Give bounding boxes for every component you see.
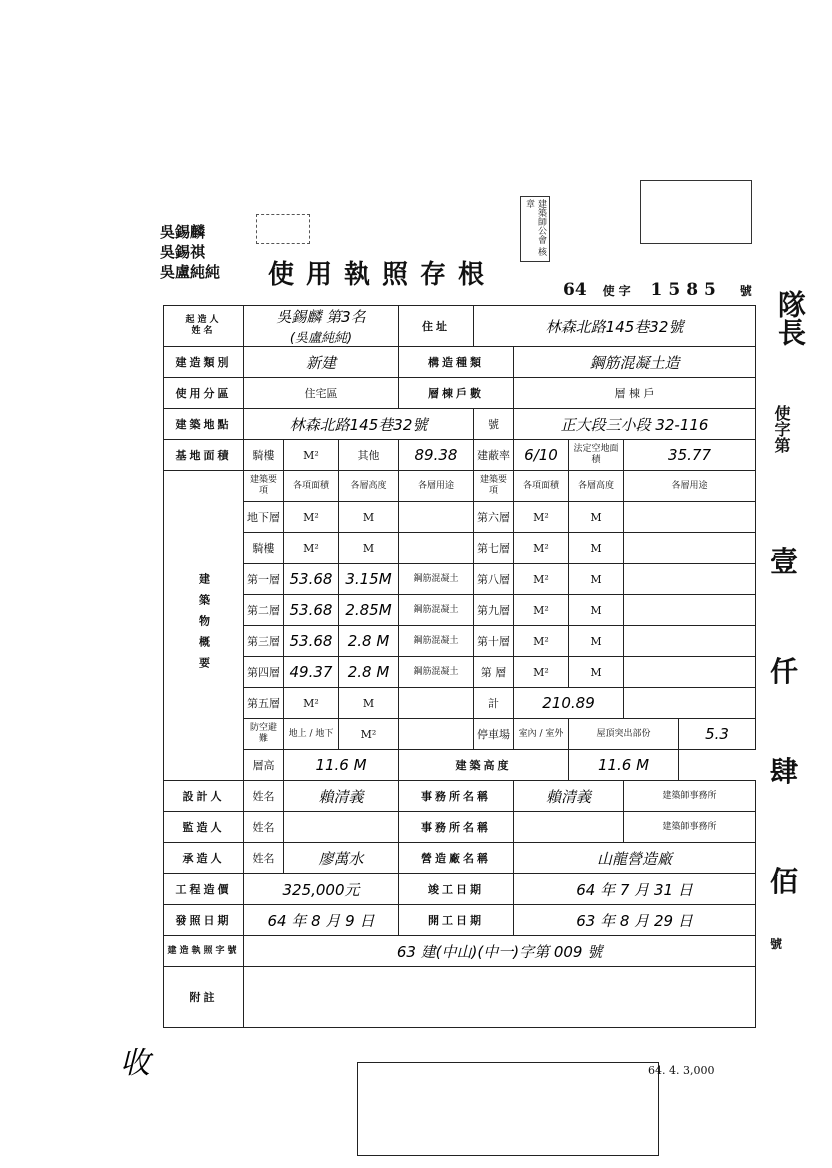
- structure-value: 鋼筋混凝土造: [514, 347, 756, 378]
- header-item-l: 建築要項: [244, 471, 284, 502]
- permit-number: [563, 280, 752, 300]
- form-title: 使用執照存根: [268, 260, 497, 290]
- designer-office: 賴清義: [514, 781, 624, 812]
- applicant-2: 吳錫祺: [160, 243, 206, 261]
- build-type-label: 建造類別: [164, 347, 244, 378]
- right-margin-4: 仟: [770, 655, 799, 688]
- right-margin-1: 隊長: [774, 290, 807, 346]
- owner-value: 吳錫麟 第3名 (吳盧純純): [244, 306, 399, 347]
- applicant-1: 吳錫麟: [160, 223, 206, 241]
- number-value: 1585: [650, 280, 722, 300]
- right-margin-3: 壹: [770, 545, 799, 578]
- floors-label: 層棟戶數: [399, 378, 514, 409]
- header-use-l: 各層用途: [399, 471, 474, 502]
- right-margin-2: 使字第: [772, 405, 791, 453]
- right-margin-5: 肆: [770, 755, 799, 788]
- floor-row: 第一層 53.68 3.15M 鋼筋混凝土 第八層 M² M: [164, 564, 756, 595]
- floor-row: 地下層 M² M 第六層 M² M: [164, 502, 756, 533]
- seal-box: [640, 180, 752, 244]
- zone-label: 使用分區: [164, 378, 244, 409]
- number-prefix: 64: [563, 280, 587, 300]
- area-value: 89.38: [399, 440, 474, 471]
- header-item-r: 建築要項: [474, 471, 514, 502]
- ratio-value: 6/10: [514, 440, 569, 471]
- designer-name: 賴清義: [284, 781, 399, 812]
- builder-name: 廖萬水: [284, 843, 399, 874]
- building-summary-label: 建築物概要: [164, 471, 244, 781]
- left-mark: 收: [120, 1046, 150, 1081]
- right-margin-6: 佰: [770, 865, 799, 898]
- right-margin-7: 號: [770, 937, 783, 951]
- floors-value: 層 棟 戶: [514, 378, 756, 409]
- cost-value: 325,000元: [244, 874, 399, 905]
- header-area-l: 各項面積: [284, 471, 339, 502]
- arcade-label: 騎樓: [244, 440, 284, 471]
- number-suffix: 號: [739, 284, 752, 298]
- designer-label: 設計人: [164, 781, 244, 812]
- number-mid: 使字: [602, 284, 635, 298]
- other-label: 其他: [339, 440, 399, 471]
- header-height-l: 各層高度: [339, 471, 399, 502]
- structure-label: 構造種類: [399, 347, 514, 378]
- header-area-r: 各項面積: [514, 471, 569, 502]
- address-label: 住址: [399, 306, 474, 347]
- start-value: 63 年 8 月 29 日: [514, 905, 756, 936]
- builder-firm: 山龍營造廠: [514, 843, 756, 874]
- address-value: 林森北路145巷32號: [474, 306, 756, 347]
- header-use-r: 各層用途: [624, 471, 756, 502]
- roof-value: 5.3: [679, 719, 756, 750]
- note-value: [244, 967, 756, 1028]
- supervisor-label: 監造人: [164, 812, 244, 843]
- floor-row: 第三層 53.68 2.8 M 鋼筋混凝土 第十層 M² M: [164, 626, 756, 657]
- footer-code: 64. 4. 3,000: [648, 1064, 715, 1077]
- applicant-3: 吳盧純純: [160, 263, 221, 281]
- zone-value: 住宅區: [244, 378, 399, 409]
- permit-label: 建造執照字號: [164, 936, 244, 967]
- open-area-value: 35.77: [624, 440, 756, 471]
- total-area: 210.89: [514, 688, 624, 719]
- height-row: 層高 11.6 M 建築高度 11.6 M: [164, 750, 756, 781]
- site-value: 林森北路145巷32號: [244, 409, 474, 440]
- site-label: 建築地點: [164, 409, 244, 440]
- floor-row: 騎樓 M² M 第七層 M² M: [164, 533, 756, 564]
- owner-label: 起造人 姓名: [164, 306, 244, 347]
- note-label: 附註: [164, 967, 244, 1028]
- arcade-area: M²: [284, 440, 339, 471]
- start-label: 開工日期: [399, 905, 514, 936]
- header-height-r: 各層高度: [569, 471, 624, 502]
- done-value: 64 年 7 月 31 日: [514, 874, 756, 905]
- lot-label: 號: [474, 409, 514, 440]
- architect-stamp: 建築師公會 核章: [520, 196, 550, 262]
- done-label: 竣工日期: [399, 874, 514, 905]
- open-area-label: 法定空地面積: [569, 440, 624, 471]
- ratio-label: 建蔽率: [474, 440, 514, 471]
- issue-value: 64 年 8 月 9 日: [244, 905, 399, 936]
- red-seal-stamp: [256, 214, 310, 244]
- lot-value: 正大段三小段 32-116: [514, 409, 756, 440]
- floor-row: 第四層 49.37 2.8 M 鋼筋混凝土 第 層 M² M: [164, 657, 756, 688]
- build-type-value: 新建: [244, 347, 399, 378]
- approval-stamp-box: [357, 1062, 659, 1156]
- issue-label: 發照日期: [164, 905, 244, 936]
- floor-row: 第五層 M² M 計 210.89: [164, 688, 756, 719]
- permit-form-table: 起造人 姓名 吳錫麟 第3名 (吳盧純純) 住址 林森北路145巷32號 建造類別 新建 構造種類 鋼筋混凝土造 使用分區 住宅區 層棟戶數 層 棟 戶 建築地點 林森北路145巷32號 號 正大段三小段 32-116 基地面積 騎樓 M² 其他 89.38 建蔽率 6/10 法定空地面積 35.77 建築物概要 建築要項 各項面積 各層高度 各層用途 建築要項 各項面積 各層高度 各層用途 地下層 M² M 第六層 M² M 騎樓 M² M 第七層 M² M 第一層 53.68 3.15M 鋼筋混凝土 第八層 M² M 第二層 53.68 2.85M 鋼筋混凝土 第九層 M² M 第三層 53.68 2.8 M 鋼筋混凝土 第十層 M² M 第四層 49.37 2.8 M 鋼筋混凝土 第 層 M² M 第五層 M² M 計 210.89 防空避難 地上 / 地下 M² 停車場 室內 / 室外 屋頂突出部份 5.3 層高 11.6 M 建築高度 11.6 M 設計人 姓名 賴清義 事務所名稱 賴清義 建築師事務所 監造人 姓名 事務所名稱 建築師事務所 承造人 姓名 廖萬水 營造廠名稱 山龍營造廠 工程造價 325,000元 竣工日期 64 年 7 月 31 日 發照日期 64 年 8 月 9 日 開工日期 63 年 8 月 29 日 建造執照字號 63 建(中山)(中一)字第 009 號 附註: [163, 305, 756, 1028]
- cost-label: 工程造價: [164, 874, 244, 905]
- floor-row: 第二層 53.68 2.85M 鋼筋混凝土 第九層 M² M: [164, 595, 756, 626]
- applicant-names: [160, 222, 220, 282]
- area-label: 基地面積: [164, 440, 244, 471]
- shelter-row: 防空避難 地上 / 地下 M² 停車場 室內 / 室外 屋頂突出部份 5.3: [164, 719, 756, 750]
- builder-label: 承造人: [164, 843, 244, 874]
- permit-value: 63 建(中山)(中一)字第 009 號: [244, 936, 756, 967]
